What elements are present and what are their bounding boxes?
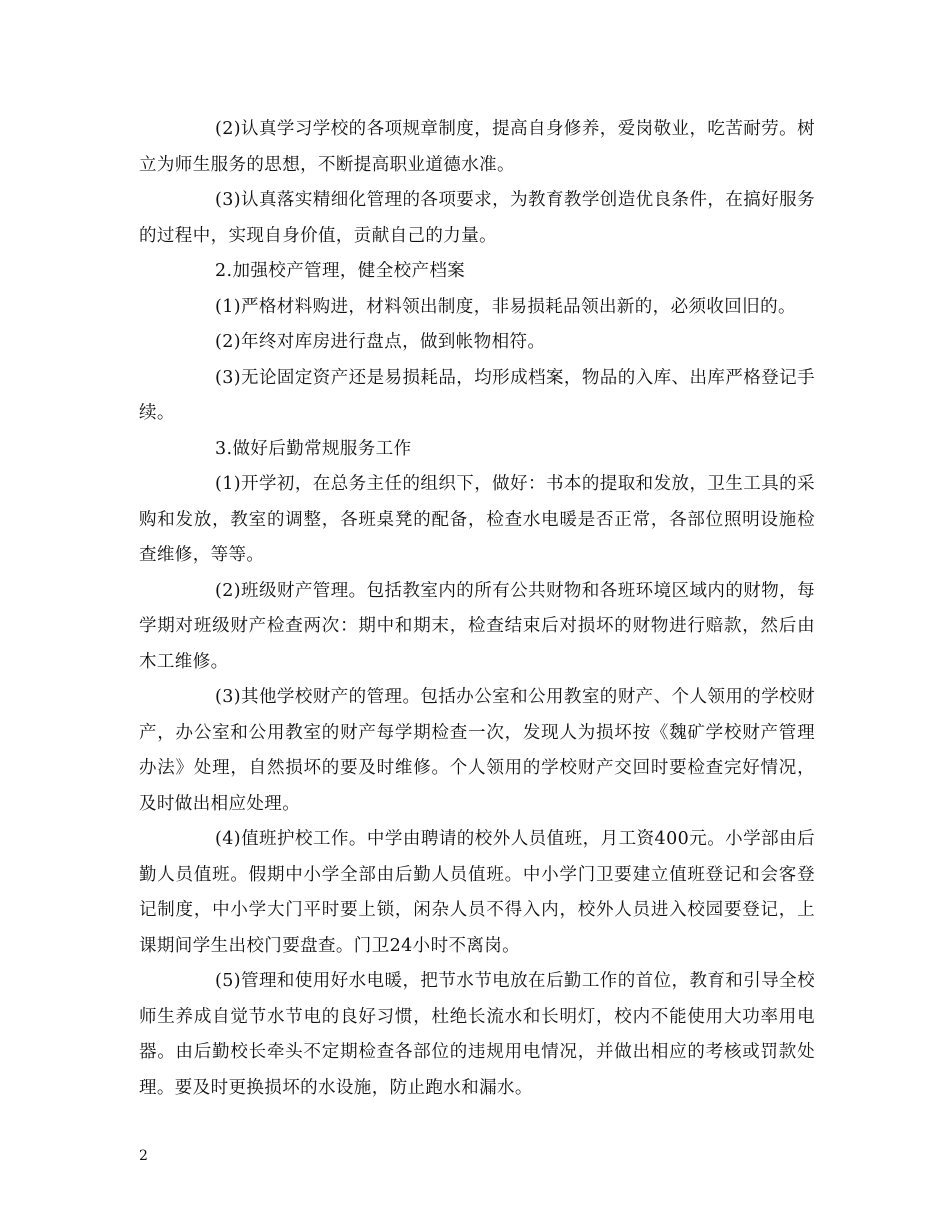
paragraph: (4)值班护校工作。中学由聘请的校外人员值班，月工资400元。小学部由后勤人员值班。假期中小学全部由后勤人员值班。中小学门卫要建立值班登记和会客登记制度，中小学大门平时要上锁，闲杂人员不得入内，校外人员进入校园要登记，上课期间学生出校门要盘查。门卫24小时不离岗。	[139, 829, 815, 956]
section-heading: 2.加强校产管理，健全校产档案	[215, 261, 466, 281]
paragraph: (1)严格材料购进，材料领出制度，非易损耗品领出新的，必须收回旧的。	[215, 296, 796, 317]
page-number: 2	[139, 1148, 148, 1164]
paragraph: (2)年终对库房进行盘点，做到帐物相符。	[215, 332, 546, 352]
section-heading: 3.做好后勤常规服务工作	[215, 438, 412, 459]
paragraph: (3)无论固定资产还是易损耗品，均形成档案，物品的入库、出库严格登记手续。	[139, 367, 815, 423]
document-body	[139, 112, 815, 1106]
paragraph: (5)管理和使用好水电暖，把节水节电放在后勤工作的首位，教育和引导全校师生养成自觉节水节电的良好习惯，杜绝长流水和长明灯，校内不能使用大功率用电器。由后勤校长牵头不定期检查各部位的违规用电情况，并做出相应的考核或罚款处理。要及时更换损坏的水设施，防止跑水和漏水。	[139, 971, 815, 1098]
paragraph: (3)认真落实精细化管理的各项要求，为教育教学创造优良条件，在搞好服务的过程中，实现自身价值，贡献自己的力量。	[139, 190, 815, 246]
paragraph: (2)班级财产管理。包括教室内的所有公共财物和各班环境区域内的财物，每学期对班级财产检查两次：期中和期末，检查结束后对损坏的财物进行赔款，然后由木工维修。	[139, 580, 815, 672]
paragraph: (3)其他学校财产的管理。包括办公室和公用教室的财产、个人领用的学校财产，办公室和公用教室的财产每学期检查一次，发现人为损坏按《魏矿学校财产管理办法》处理，自然损坏的要及时维修。个人领用的学校财产交回时要检查完好情况，及时做出相应处理。	[139, 687, 815, 814]
paragraph: (1)开学初，在总务主任的组织下，做好：书本的提取和发放，卫生工具的采购和发放，教室的调整，各班桌凳的配备，检查水电暖是否正常，各部位照明设施检查维修，等等。	[139, 474, 815, 565]
paragraph: (2)认真学习学校的各项规章制度，提高自身修养，爱岗敬业，吃苦耐劳。树立为师生服务的思想，不断提高职业道德水准。	[139, 119, 815, 175]
